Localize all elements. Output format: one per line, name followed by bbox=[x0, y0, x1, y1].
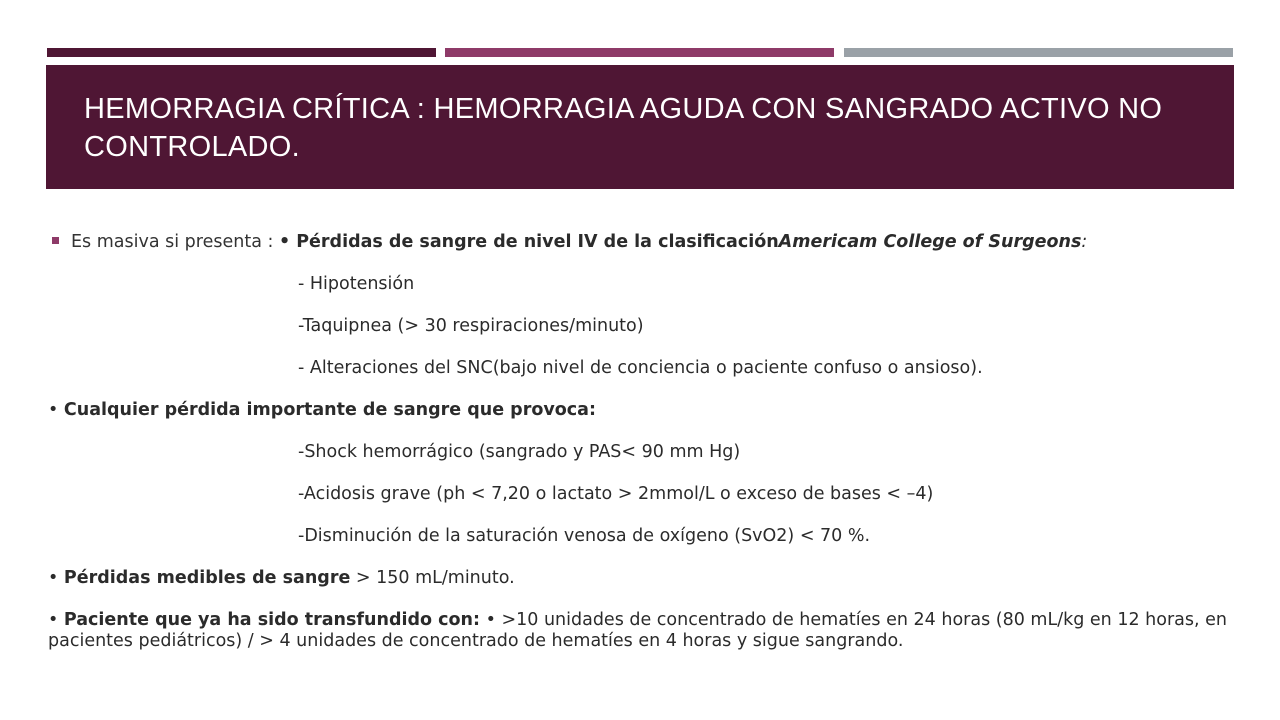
second-heading-text: Cualquier pérdida importante de sangre que provoca: bbox=[63, 400, 596, 420]
third-bullet-line bbox=[48, 568, 1238, 610]
sub-item: -Disminución de la saturación venosa de oxígeno (SvO2) < 70 %. bbox=[298, 526, 871, 546]
sub-item: - Hipotensión bbox=[298, 274, 415, 294]
first-italic-text: Americam College of Surgeons bbox=[778, 232, 1082, 252]
first-bullet-line bbox=[48, 232, 1238, 274]
first-tail-text: : bbox=[1081, 232, 1088, 252]
sub-item: -Shock hemorrágico (sangrado y PAS< 90 mm Hg) bbox=[298, 442, 741, 462]
fourth-bold-text: Paciente que ya ha sido transfundido con: bbox=[63, 610, 480, 630]
first-bold-text: • Pérdidas de sangre de nivel IV de la clasificación bbox=[278, 232, 779, 252]
sub-item: - Alteraciones del SNC(bajo nivel de conciencia o paciente confuso o ansioso). bbox=[298, 358, 983, 378]
sub-item: -Taquipnea (> 30 respiraciones/minuto) bbox=[298, 316, 644, 336]
accent-bar-magenta bbox=[445, 48, 834, 57]
slide-content bbox=[48, 232, 1238, 652]
third-rest-text: > 150 mL/minuto. bbox=[350, 568, 515, 588]
accent-bar-dark bbox=[47, 48, 436, 57]
first-lead-text: Es masiva si presenta : bbox=[71, 232, 279, 252]
accent-bar-gray bbox=[844, 48, 1233, 57]
square-bullet-icon bbox=[52, 237, 59, 244]
sub-item: -Acidosis grave (ph < 7,20 o lactato > 2mmol/L o exceso de bases < –4) bbox=[298, 484, 934, 504]
fourth-bullet-paragraph bbox=[48, 610, 1238, 652]
bullet-dot: • bbox=[48, 568, 64, 588]
second-heading-line bbox=[48, 400, 1238, 442]
slide-title: HEMORRAGIA CRÍTICA : HEMORRAGIA AGUDA CON SANGRADO ACTIVO NO CONTROLADO. bbox=[84, 93, 1163, 163]
fourth-rest-text: • >10 unidades de concentrado de hematíes en 24 horas (80 mL/kg en 12 horas, en pacientes pediátricos) / > 4 unidades de concentrado de hematíes en 4 horas y sigue sangrando. bbox=[48, 610, 1227, 651]
third-bold-text: Pérdidas medibles de sangre bbox=[63, 568, 351, 588]
bullet-dot: • bbox=[48, 610, 64, 630]
bullet-dot: • bbox=[48, 400, 64, 420]
title-banner bbox=[46, 65, 1234, 189]
